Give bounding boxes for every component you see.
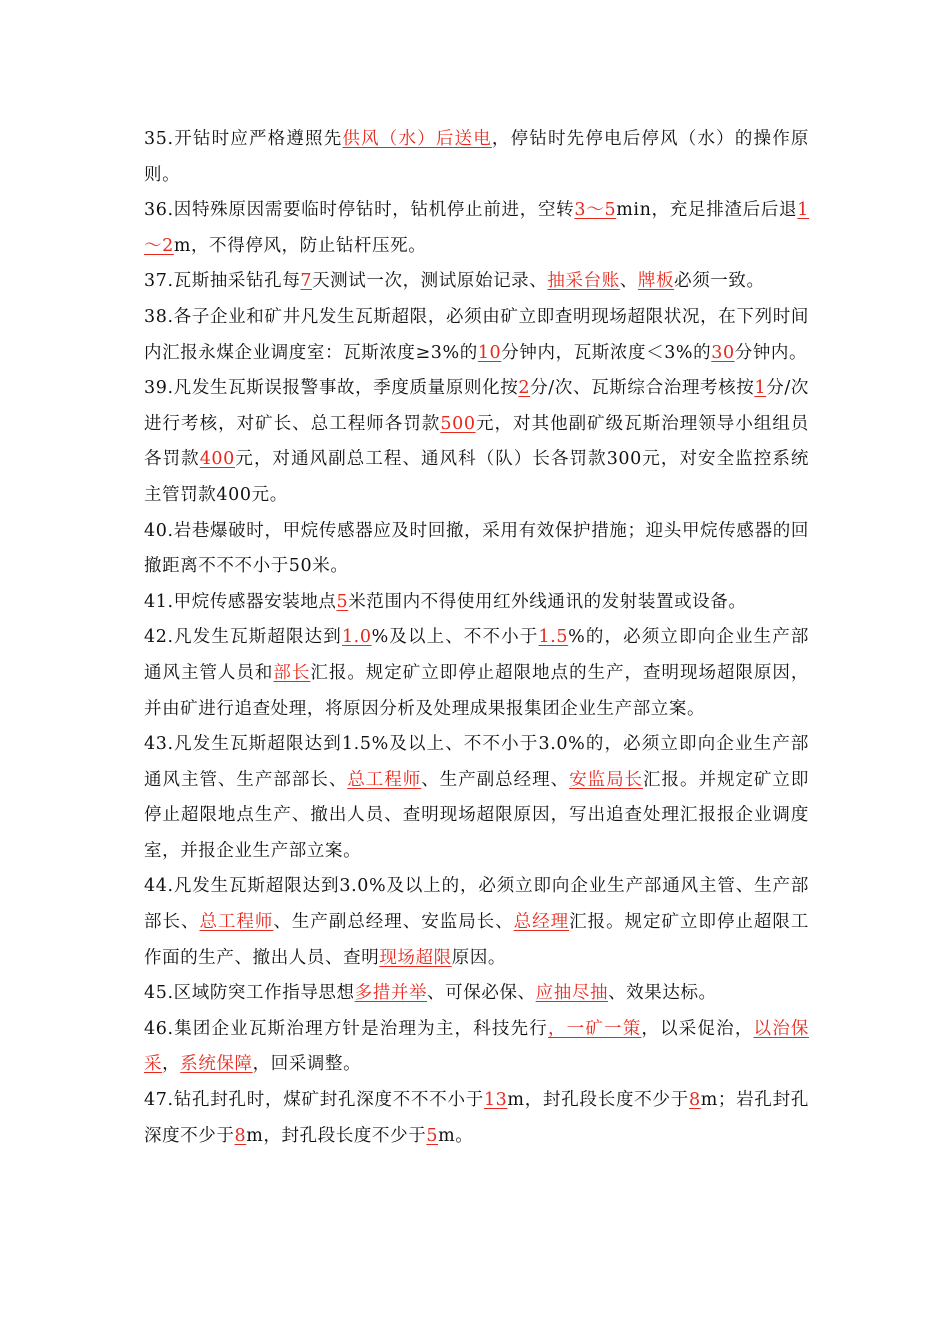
answer-blank: 现场超限 xyxy=(379,947,452,968)
question-text: m；岩孔封孔深度不少于 xyxy=(144,1090,809,1146)
question-q37 xyxy=(144,264,809,300)
question-text: m，封孔段长度不少于 xyxy=(246,1125,427,1146)
answer-blank: 8 xyxy=(688,1090,701,1111)
question-q43 xyxy=(144,727,809,869)
question-text: 44.凡发生瓦斯超限达到3.0%及以上的，必须立即向企业生产部通风主管、生产部部长、 xyxy=(144,876,809,933)
answer-blank: 总工程师 xyxy=(347,769,422,790)
answer-blank: 牌板 xyxy=(637,271,675,292)
answer-blank: 13 xyxy=(483,1090,508,1111)
question-text: 46.集团企业瓦斯治理方针是治理为主，科技先行 xyxy=(144,1018,548,1039)
question-text: ，停钻时先停电后停风（水）的操作原则。 xyxy=(144,129,809,185)
question-q39 xyxy=(144,371,809,513)
answer-blank: 5 xyxy=(426,1125,439,1146)
question-text: 汇报。并规定矿立即停止超限地点生产、撤出人员、查明现场超限原因，写出追查处理汇报报企业调度室，并报企业生产部立案。 xyxy=(144,769,810,861)
answer-blank: 1.0 xyxy=(341,627,372,648)
question-text: 36.因特殊原因需要临时停钻时，钻机停止前进，空转 xyxy=(144,200,575,221)
question-text: 、效果达标。 xyxy=(608,983,717,1004)
answer-blank: ，一矿一策 xyxy=(547,1018,642,1039)
answer-blank: 多措并举 xyxy=(354,983,428,1004)
question-text: 天测试一次，测试原始记录、 xyxy=(312,271,548,292)
question-text: 汇报。规定矿立即停止超限地点的生产，查明现场超限原因，并由矿进行追查处理，将原因分析及处理成果报集团企业生产部立案。 xyxy=(144,662,810,719)
question-text: 、生产副总经理、 xyxy=(421,769,570,790)
question-q36 xyxy=(144,193,809,264)
question-text: ，以采促治， xyxy=(641,1018,754,1039)
question-text: 、可保必保、 xyxy=(427,983,536,1004)
question-text: 40.岩巷爆破时，甲烷传感器应及时回撤，采用有效保护措施；迎头甲烷传感器的回撤距离不不不小于50米。 xyxy=(144,520,809,577)
question-q44 xyxy=(144,869,809,976)
question-q41 xyxy=(144,585,809,621)
question-text: 汇报。规定矿立即停止超限工作面的生产、撤出人员、查明 xyxy=(144,912,809,968)
answer-blank: 部长 xyxy=(273,662,311,683)
question-text: m，封孔段长度不少于 xyxy=(507,1090,689,1111)
question-text: 38.各子企业和矿井凡发生瓦斯超限，必须由矿立即查明现场超限状况，在下列时间内汇报永煤企业调度室：瓦斯浓度≥3%的 xyxy=(144,306,809,363)
question-text: 元，对通风副总工程、通风科（队）长各罚款300元，对安全监控系统主管罚款400元。 xyxy=(144,449,809,505)
question-text: 原因。 xyxy=(451,947,507,968)
question-q40 xyxy=(144,514,809,585)
question-text: m，不得停风，防止钻杆压死。 xyxy=(173,235,427,256)
question-text: 35.开钻时应严格遵照先 xyxy=(144,129,343,149)
question-text: 42.凡发生瓦斯超限达到 xyxy=(144,627,342,648)
question-text: %及以上、不不小于 xyxy=(371,627,539,648)
answer-blank: 1 xyxy=(754,378,767,399)
document-page xyxy=(144,122,809,1154)
answer-blank: 1.5 xyxy=(538,627,569,648)
answer-blank: 1～2 xyxy=(144,200,809,256)
question-q42 xyxy=(144,620,809,727)
question-text: 分/次进行考核，对矿长、总工程师各罚款 xyxy=(144,378,809,434)
question-text: 41.甲烷传感器安装地点 xyxy=(144,591,337,612)
question-text: 分钟内，瓦斯浓度＜3%的 xyxy=(501,342,712,363)
question-text: 元，对其他副矿级瓦斯治理领导小组组员各罚款 xyxy=(144,413,809,470)
answer-blank: 应抽尽抽 xyxy=(535,983,609,1004)
question-text: 39.凡发生瓦斯误报警事故，季度质量原则化按 xyxy=(144,378,519,399)
question-text: ， xyxy=(162,1054,181,1075)
question-text: 分/次、瓦斯综合治理考核按 xyxy=(530,378,755,399)
question-text: 、生产副总经理、安监局长、 xyxy=(273,912,514,933)
question-text: 分钟内。 xyxy=(734,342,808,363)
answer-blank: 2 xyxy=(518,378,531,399)
question-q35 xyxy=(144,122,809,193)
answer-blank: 供风（水）后送电 xyxy=(342,129,492,149)
question-text: 43.凡发生瓦斯超限达到1.5%及以上、不不小于3.0%的，必须立即向企业生产部通风主管、生产部部长、 xyxy=(144,734,809,790)
question-text: ，回采调整。 xyxy=(252,1054,362,1075)
question-text: 47.钻孔封孔时，煤矿封孔深度不不不小于 xyxy=(144,1090,484,1111)
question-text: 必须一致。 xyxy=(674,271,765,292)
question-q45 xyxy=(144,976,809,1012)
answer-blank: 总经理 xyxy=(513,912,570,933)
answer-blank: 系统保障 xyxy=(180,1054,253,1075)
question-text: m。 xyxy=(438,1125,474,1146)
question-text: 米范围内不得使用红外线通讯的发射装置或设备。 xyxy=(348,591,747,612)
question-text: 45.区域防突工作指导思想 xyxy=(144,983,355,1004)
question-q46 xyxy=(144,1012,809,1083)
answer-blank: 以治保采 xyxy=(144,1018,809,1075)
answer-blank: 500 xyxy=(440,413,476,434)
answer-blank: 总工程师 xyxy=(199,912,274,933)
answer-blank: 5 xyxy=(336,591,349,612)
answer-blank: 7 xyxy=(300,271,313,292)
answer-blank: 400 xyxy=(199,449,235,470)
question-text: 、 xyxy=(619,271,638,292)
answer-blank: 3～5 xyxy=(574,200,617,221)
question-text: 37.瓦斯抽采钻孔每 xyxy=(144,271,301,292)
question-text: %的，必须立即向企业生产部通风主管人员和 xyxy=(144,627,810,683)
question-q47 xyxy=(144,1083,809,1154)
answer-blank: 抽采台账 xyxy=(547,271,620,292)
answer-blank: 10 xyxy=(477,342,502,363)
answer-blank: 安监局长 xyxy=(569,769,644,790)
question-q38 xyxy=(144,300,809,371)
question-text: min，充足排渣后后退 xyxy=(616,200,798,221)
answer-blank: 8 xyxy=(234,1125,247,1146)
answer-blank: 30 xyxy=(711,342,735,363)
